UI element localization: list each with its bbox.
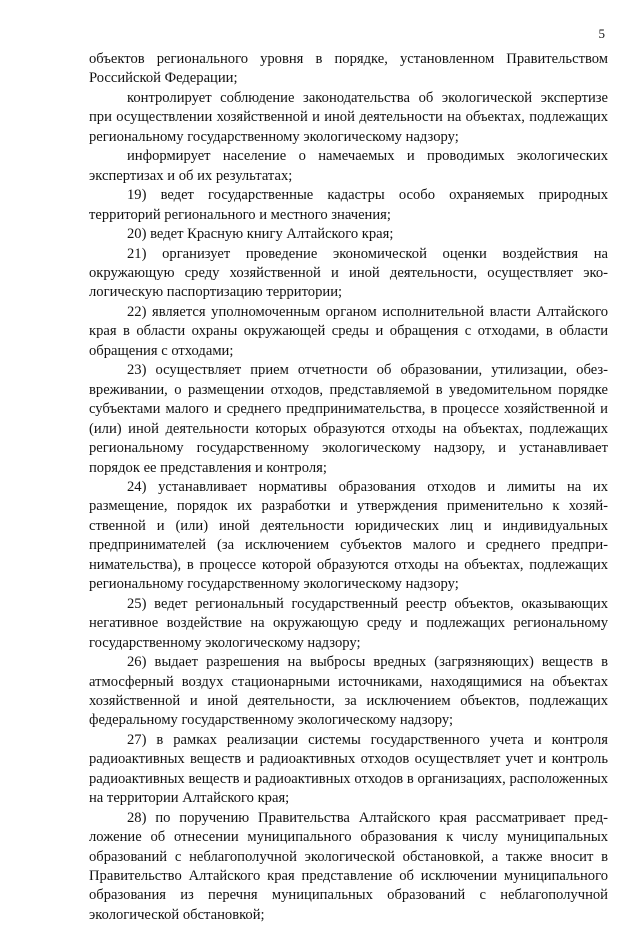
paragraph-expertise-control: контролирует соблюдение законодательства об экологической экспертизе при осуществлении хозяйственной и иной деятельности на объектах, подлежащих региональному государственному экологическому надзору;: [89, 89, 608, 145]
paragraph-item-26: 26) выдает разрешения на выбросы вредных (загрязняющих) веществ в атмосферный воздух стационарными источниками, находящимися на объектах хозяйственной и иной деятельности, за исключением объектов, подлежащих федеральному государственному экологическому надзору;: [89, 654, 608, 729]
paragraph-item-20: 20) ведет Красную книгу Алтайского края;: [127, 226, 394, 243]
paragraph-item-25: 25) ведет региональный государственный реестр объектов, оказывающих негативное воздействие на окружающую среду и подлежащих региональному государственному экологическому надзору;: [89, 595, 608, 651]
paragraph-item-23: 23) осуществляет прием отчетности об образовании, утилизации, обезвреживании, о размещении отходов, представляемой в уведомительном порядке субъектами малого и среднего предпринимательства, в процессе хозяйственной и (или) иной деятельности которых образуются отходы на объектах, подлежащих региональному государственному экологическому надзору, и устанавливает порядок ее представления и контроля;: [89, 362, 608, 476]
paragraph-continuation: объектов регионального уровня в порядке, установленном Правительством Российской Федерации;: [89, 51, 608, 87]
paragraph-item-24: 24) устанавливает нормативы образования отходов и лимиты на их размещение, порядок их разработки и утверждения применительно к хозяйственной и (или) иной деятельности юридических лиц и индивидуальных предпринимателей (за исключением субъектов малого и среднего предпринимательства), в процессе которой образуются отходы на объектах, подлежащих региональному государственному экологическому надзору;: [89, 478, 608, 593]
paragraph-item-22: 22) является уполномоченным органом исполнительной власти Алтайского края в области охраны окружающей среды и обращения с отходами, в области обращения с отходами;: [89, 303, 608, 359]
paragraph-item-21: 21) организует проведение экономической оценки воздействия на окружающую среду хозяйственной и иной деятельности, осуществляет экологическую паспортизацию территории;: [89, 245, 608, 301]
page-number: 5: [598, 26, 605, 41]
paragraph-item-19: 19) ведет государственные кадастры особо охраняемых природных территорий регионального и местного значения;: [89, 187, 608, 223]
paragraph-item-27: 27) в рамках реализации системы государственного учета и контроля радиоактивных веществ и радиоактивных отходов осуществляет учет и контроль радиоактивных веществ и радиоактивных отходов в организациях, расположенных на территории Алтайского края;: [89, 731, 608, 807]
paragraph-inform-population: информирует население о намечаемых и проводимых экологических экспертизах и об их результатах;: [89, 148, 608, 184]
paragraph-item-28: 28) по поручению Правительства Алтайского края рассматривает предложение об отнесении муниципального образования к числу муниципальных образований с неблагополучной экологической обстановкой, а также вносит в Правительство Алтайского края представление об исключении муниципального образования из перечня муниципальных образований с неблагополучной экологической обстановкой;: [89, 809, 608, 923]
document-body: [89, 50, 608, 925]
